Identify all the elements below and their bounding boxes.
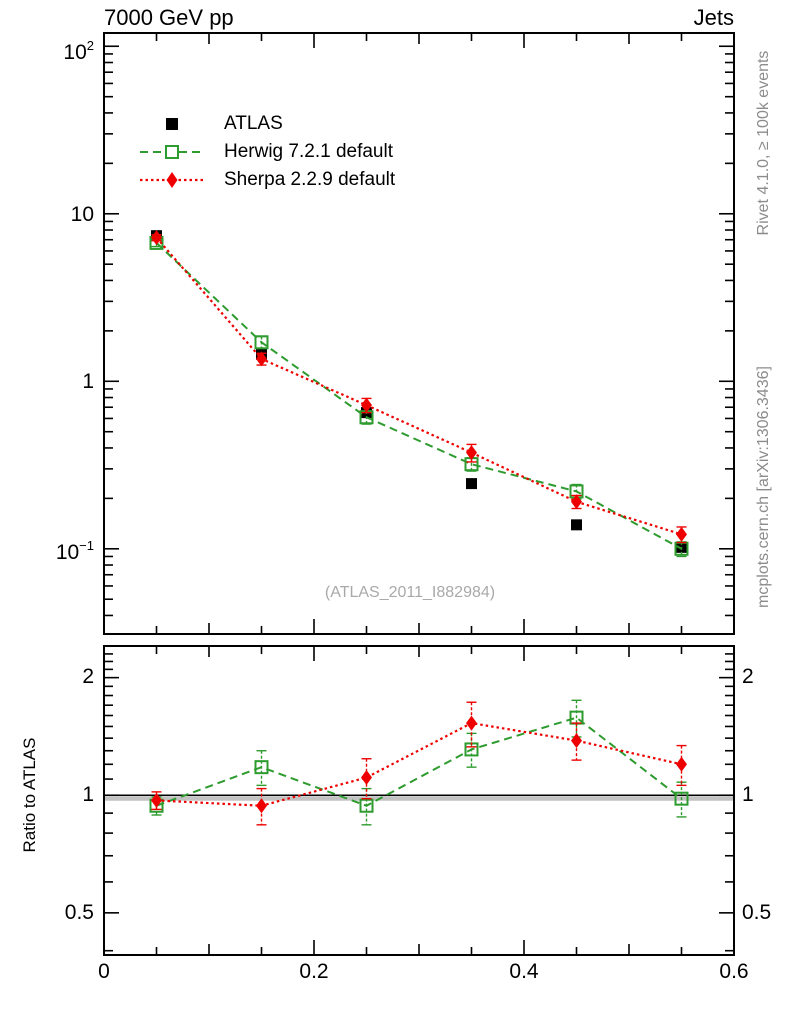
legend-item-sherpa <box>138 166 395 194</box>
legend <box>138 110 395 194</box>
beam-energy-title: 7000 GeV pp <box>104 5 234 30</box>
ratio-right-label-0p5: 0.5 <box>742 901 772 924</box>
ratio-left-label-0p5: 0.5 <box>64 901 94 924</box>
x-axis-label-0: 0 <box>98 960 110 983</box>
y-label-exponent: 2 <box>86 38 94 53</box>
ratio-right-label-1: 1 <box>742 783 754 806</box>
ratio-left-label-2: 2 <box>82 665 94 688</box>
legend-label: Herwig 7.2.1 default <box>224 141 393 162</box>
legend-item-atlas <box>138 110 395 138</box>
y-label-exponent: −1 <box>79 538 94 553</box>
ratio-axis-title: Ratio to ATLAS <box>20 737 39 853</box>
analysis-group-title: Jets <box>693 5 734 30</box>
ratio-right-label-2: 2 <box>742 665 754 688</box>
y-label-base: 10 <box>63 41 87 64</box>
y-label-base: 10 <box>70 203 94 226</box>
legend-item-herwig <box>138 138 395 166</box>
y-axis-label-10 <box>22 203 94 227</box>
legend-label: Sherpa 2.2.9 default <box>224 169 396 190</box>
x-axis-label-0p4: 0.4 <box>509 960 539 983</box>
rivet-version-label: Rivet 4.1.0, ≥ 100k events <box>755 50 772 236</box>
analysis-id-watermark: (ATLAS_2011_I882984) <box>324 584 496 601</box>
y-label-base: 10 <box>55 541 80 564</box>
y-axis-label-0p1 <box>22 535 94 565</box>
legend-label: ATLAS <box>224 113 283 134</box>
y-label-base: 1 <box>82 370 94 393</box>
herwig-open-square-icon <box>138 141 206 163</box>
mcplots-credit-label: mcplots.cern.ch [arXiv:1306.3436] <box>755 366 772 608</box>
sherpa-filled-diamond-icon <box>138 169 206 191</box>
y-axis-label-100 <box>22 35 94 65</box>
atlas-filled-square-icon <box>138 113 206 135</box>
y-axis-label-1 <box>22 370 94 394</box>
x-axis-label-0p6: 0.6 <box>719 960 749 983</box>
x-axis-label-0p2: 0.2 <box>299 960 329 983</box>
ratio-left-label-1: 1 <box>82 783 94 806</box>
